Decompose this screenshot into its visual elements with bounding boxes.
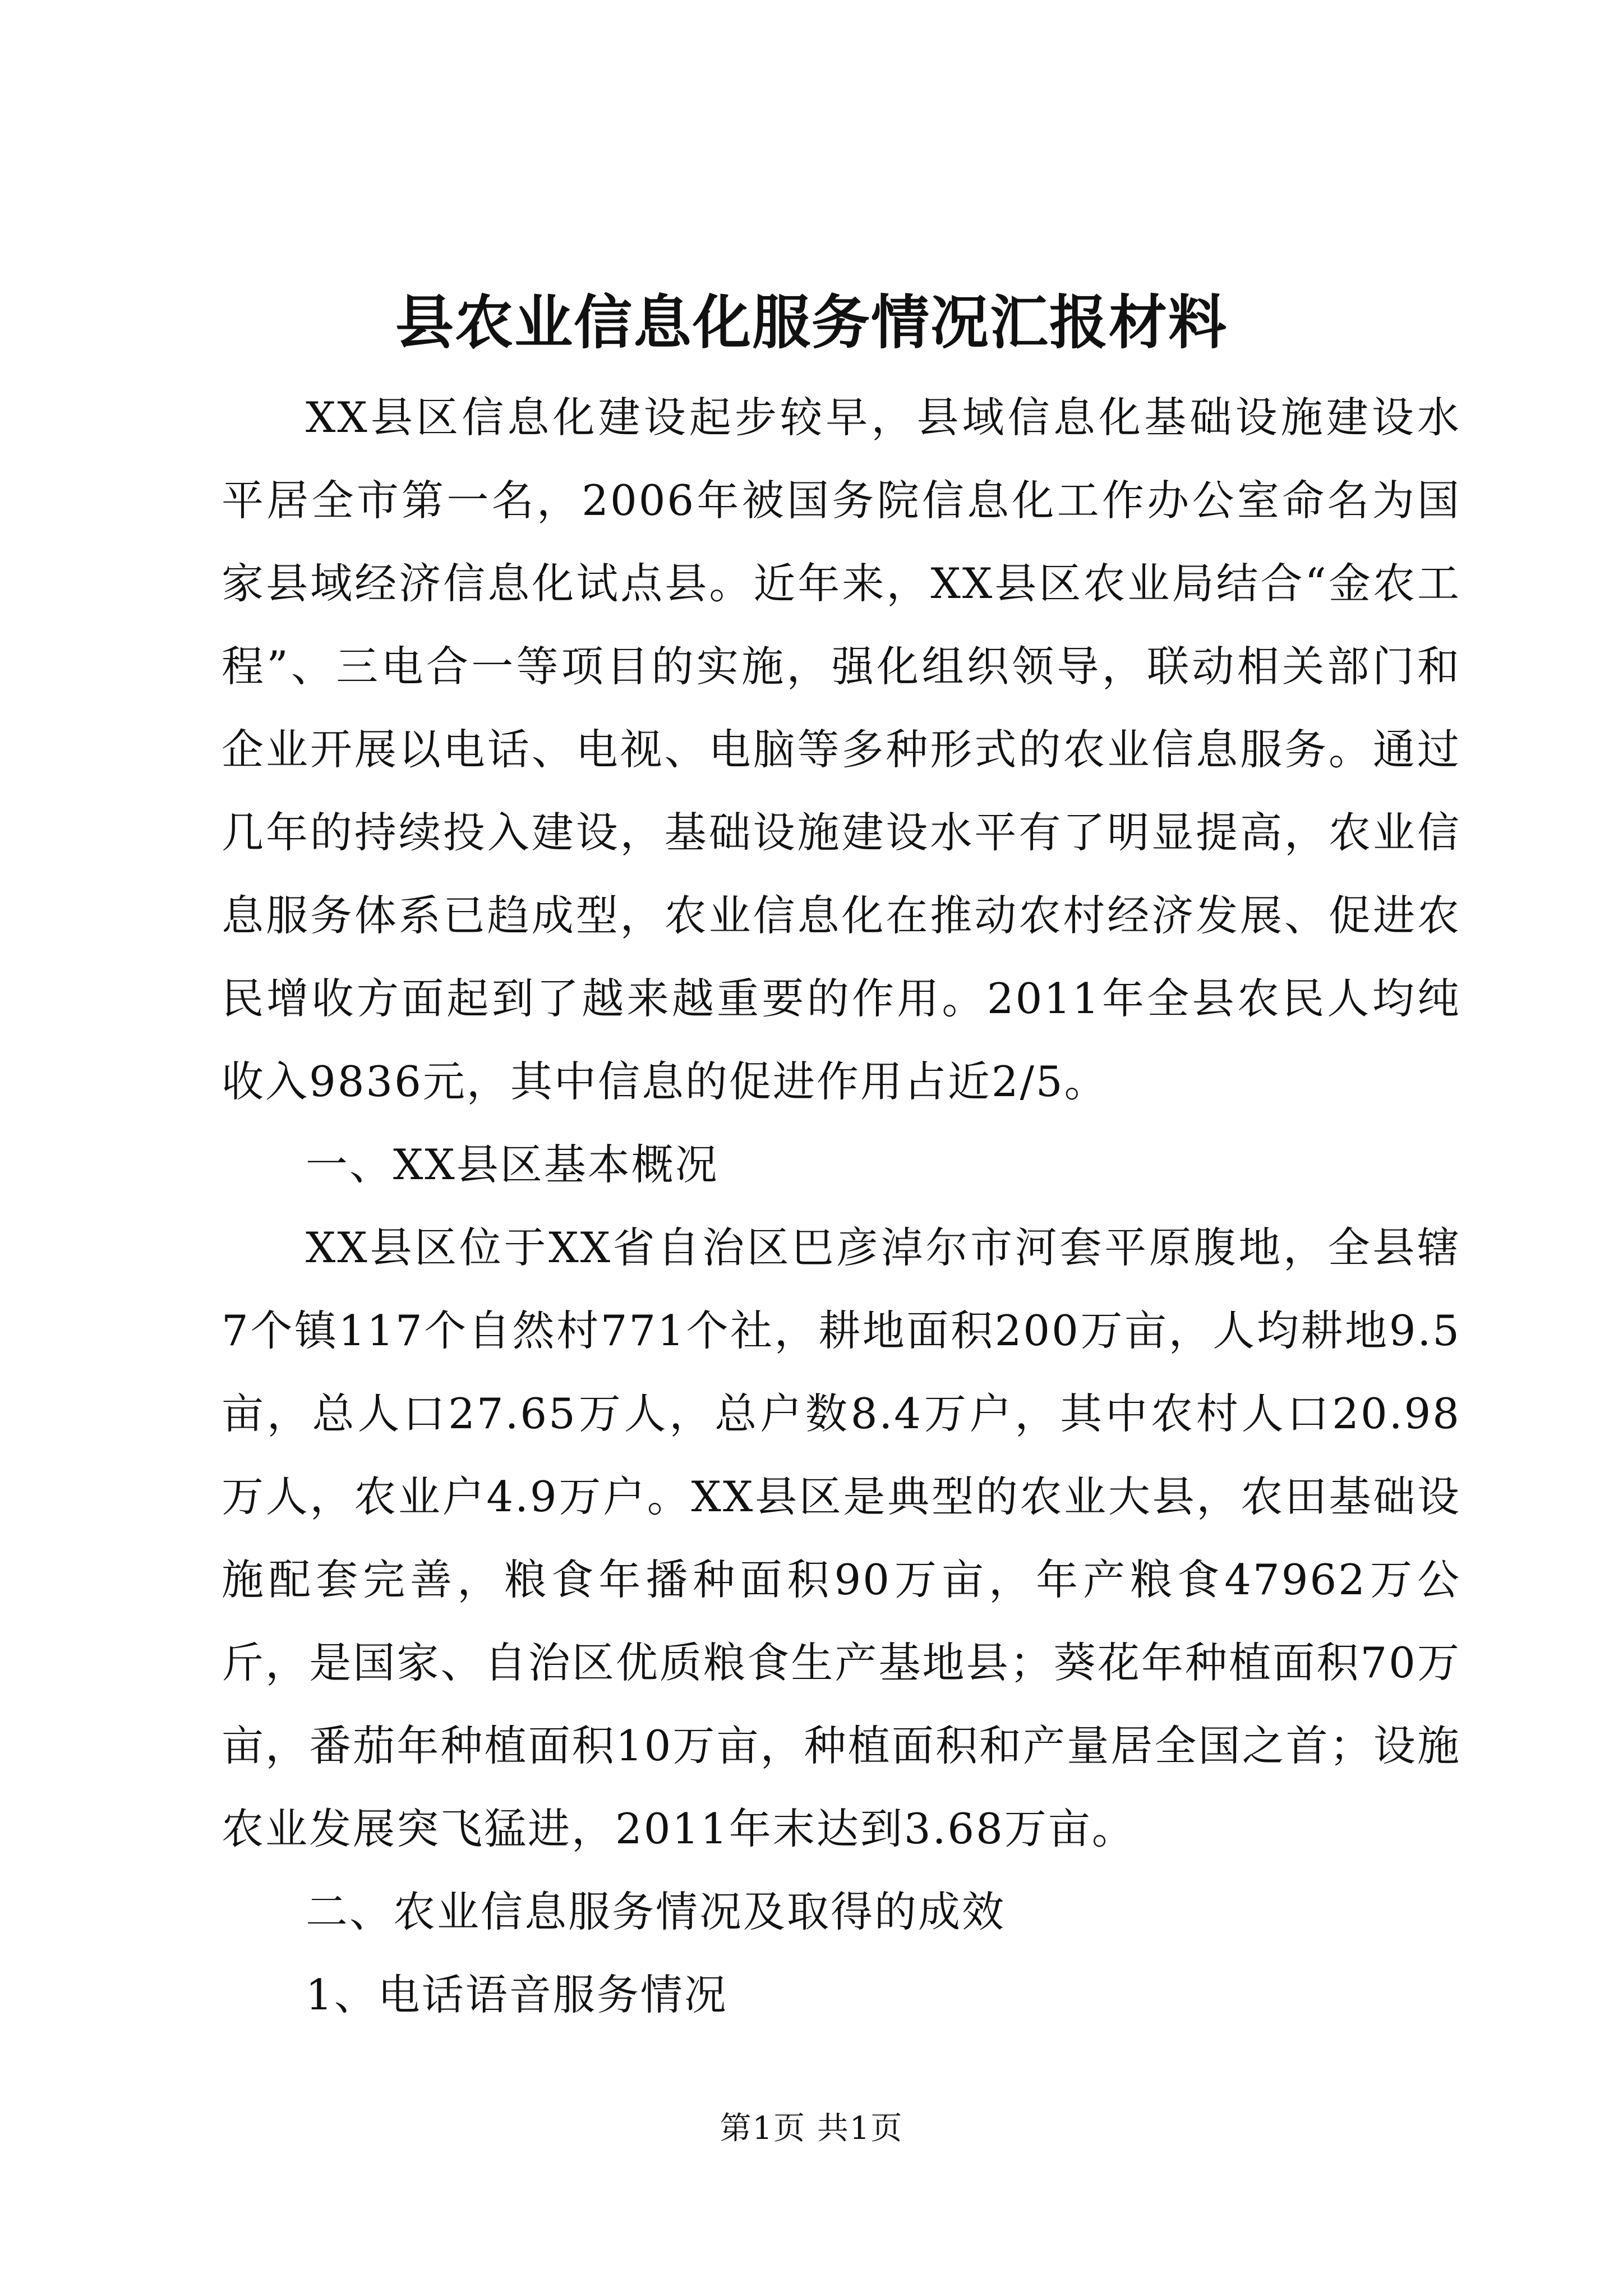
paragraph-overview: XX县区位于XX省自治区巴彦淖尔市河套平原腹地，全县辖7个镇117个自然村771个社，耕地面积200万亩，人均耕地9.5亩，总人口27.65万人，总户数8.4万户，其中农村人口20.98万人，农业户4.9万户。XX县区是典型的农业大县，农田基础设施配套完善，粮食年播种面积90万亩，年产粮食47962万公斤，是国家、自治区优质粮食生产基地县；葵花年种植面积70万亩，番茄年种植面积10万亩，种植面积和产量居全国之首；设施农业发展突飞猛进，2011年末达到3.68万亩。 — [222, 1223, 1461, 1853]
page-footer: 第1页 共1页 — [720, 2110, 903, 2147]
section-heading-services: 二、农业信息服务情况及取得的成效 — [306, 1887, 1006, 1936]
document-title: 县农业信息化服务情况汇报材料 — [395, 288, 1228, 357]
paragraph-intro: XX县区信息化建设起步较早，县域信息化基础设施建设水平居全市第一名，2006年被国务院信息化工作办公室命名为国家县域经济信息化试点县。近年来，XX县区农业局结合“金农工程”、三电合一等项目的实施，强化组织领导，联动相关部门和企业开展以电话、电视、电脑等多种形式的农业信息服务。通过几年的持续投入建设，基础设施建设水平有了明显提高，农业信息服务体系已趋成型，农业信息化在推动农村经济发展、促进农民增收方面起到了越来越重要的作用。2011年全县农民人均纯收入9836元，其中信息的促进作用占近2/5。 — [222, 393, 1461, 1106]
document-body — [222, 376, 1461, 2036]
section-heading-overview: 一、XX县区基本概况 — [306, 1140, 719, 1189]
subsection-heading-phone: 1、电话语音服务情况 — [306, 1970, 728, 2019]
